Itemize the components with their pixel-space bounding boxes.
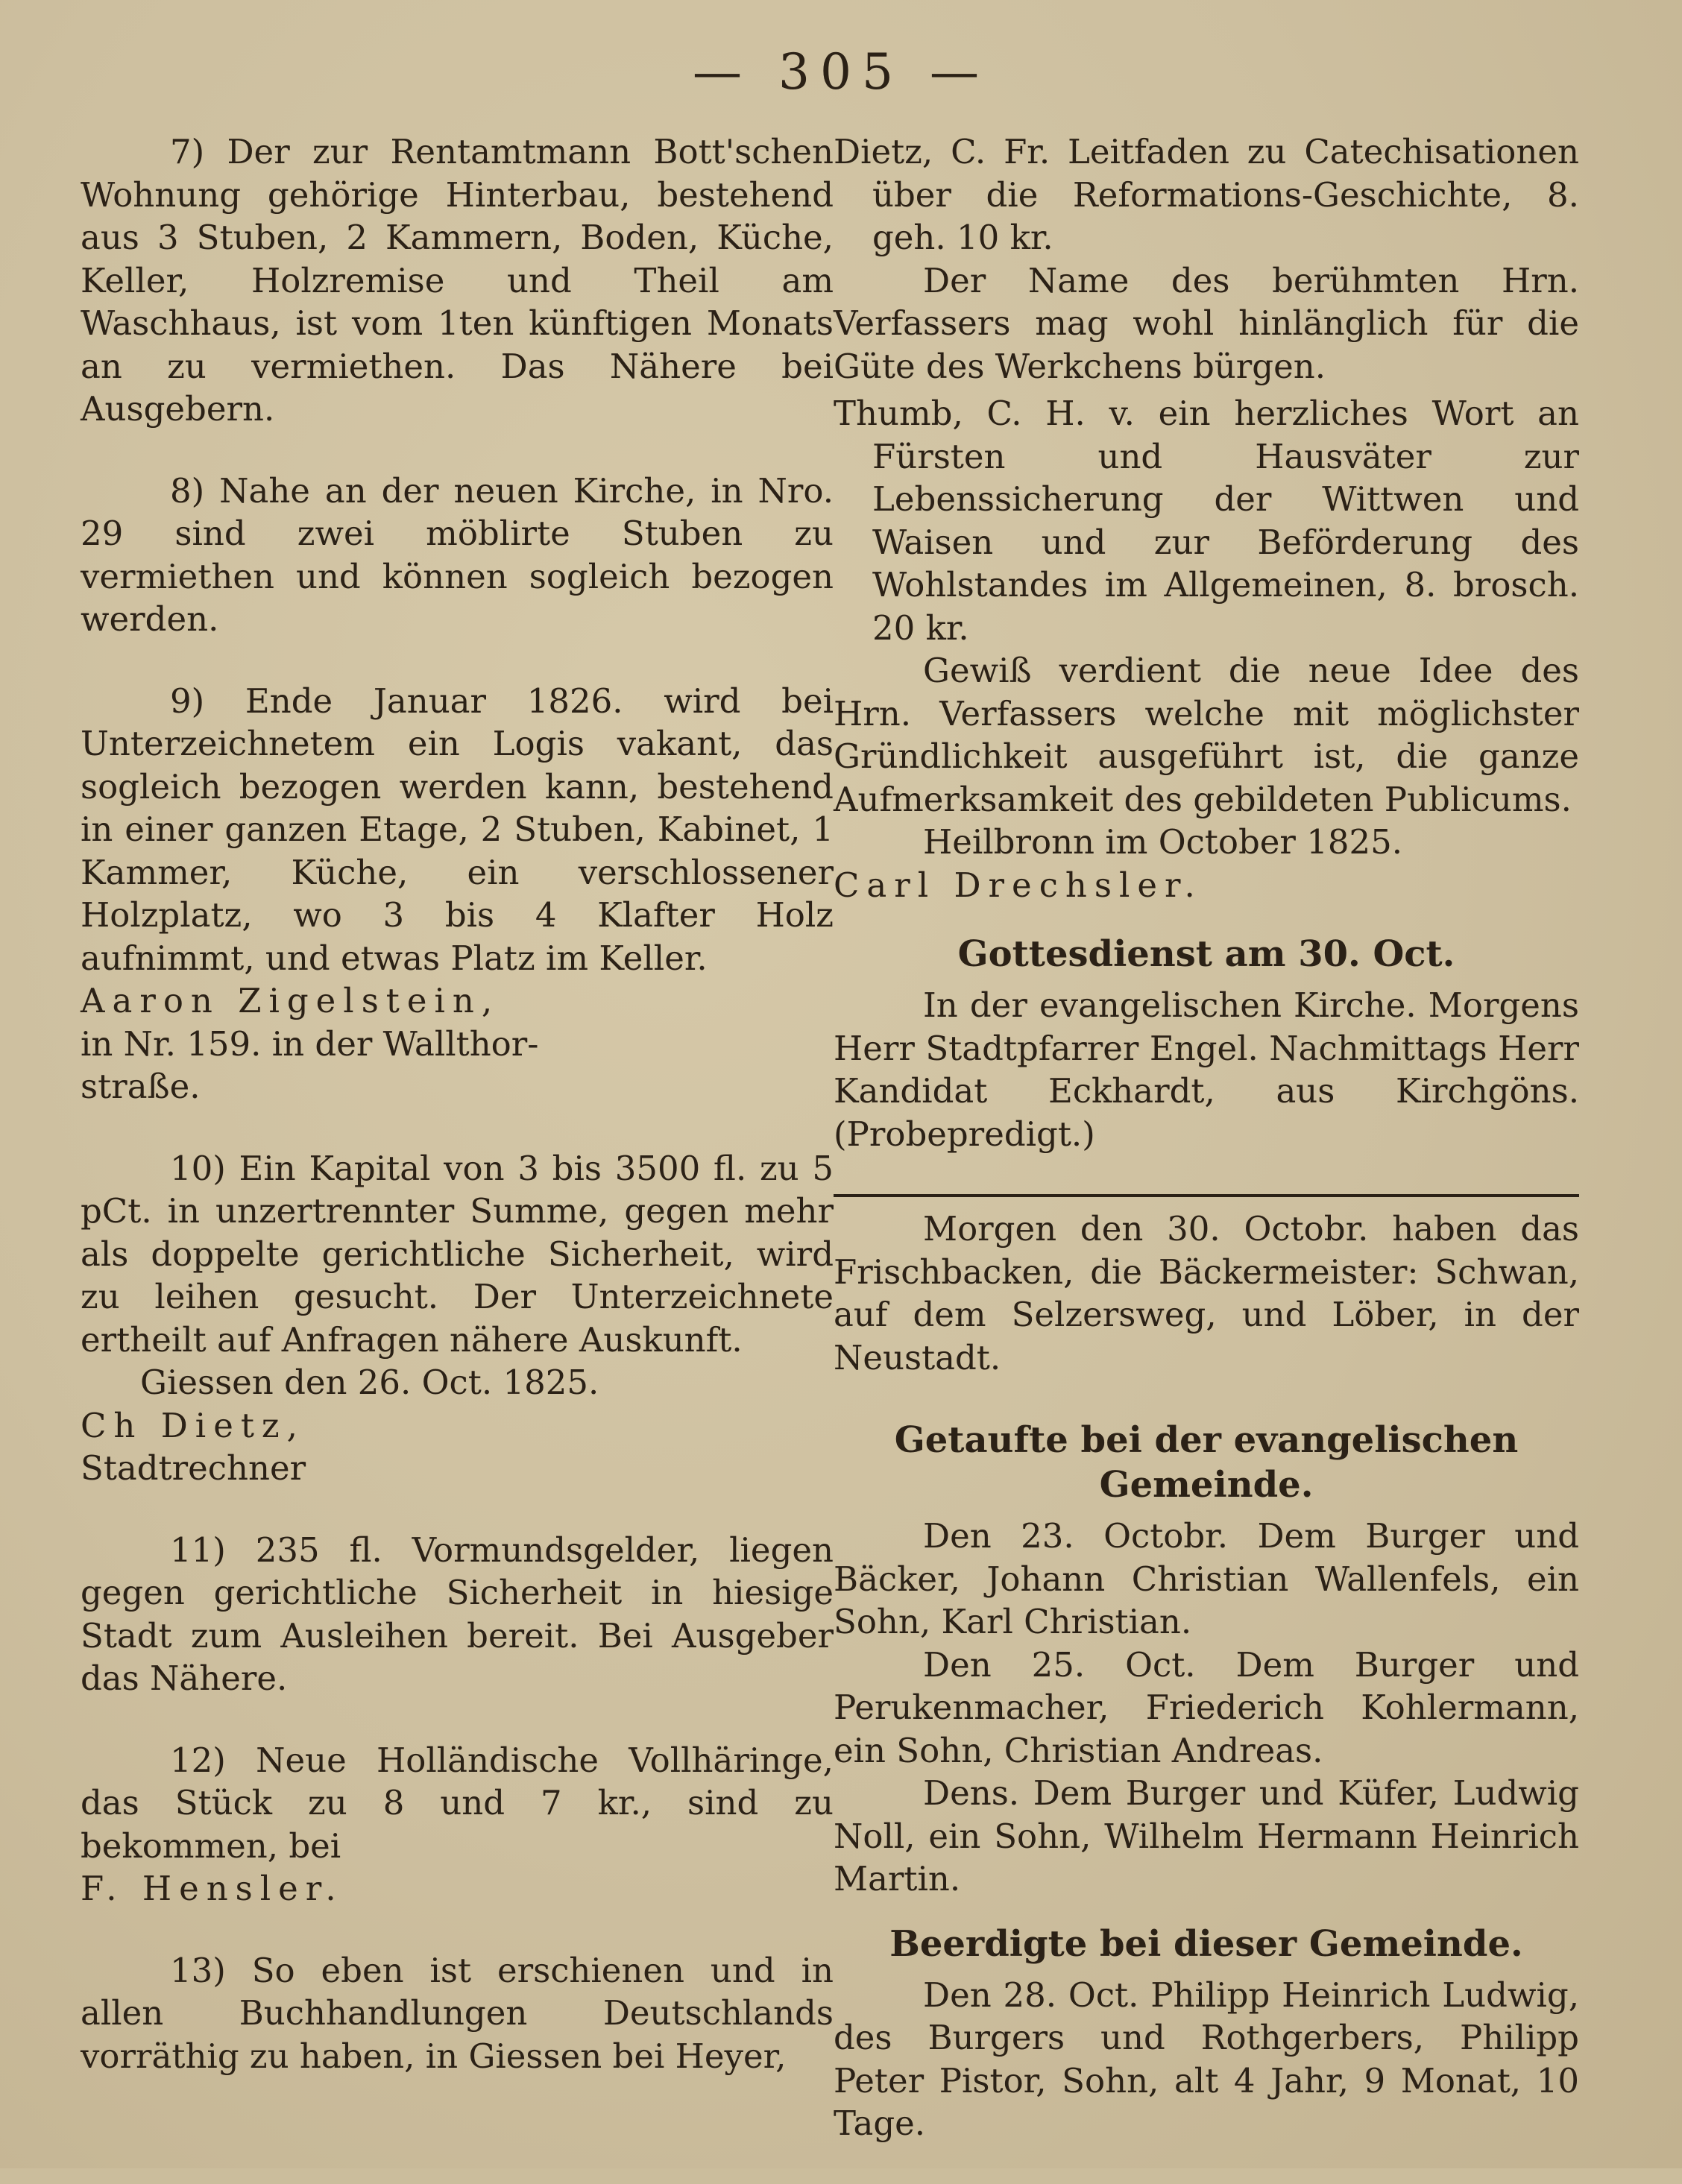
notice-9-signature-address: in Nr. 159. in der Wallthor- [81,1023,539,1064]
page-number: — 305 — [693,43,989,101]
notice-12-signature: F. Hensler. [81,1869,344,1908]
baptized-entry-3: Dens. Dem Burger und Küfer, Ludwig Noll, ein Sohn, Wilhelm Hermann Heinrich Martin. [834,1773,1579,1899]
notice-7-text: 7) Der zur Rentamtmann Bott'schen Wohnung gehörige Hinterbau, bestehend aus 3 Stuben, 2 Kammern, Boden, Küche, Keller, Holzremise und Theil am Waschhaus, ist vom 1ten künftigen Monats an zu vermiethen. Das Nähere bei Ausgebern. [81,132,834,429]
baptized-heading: Getaufte bei der evangelischen [894,1419,1519,1461]
notice-10-text: 10) Ein Kapital von 3 bis 3500 fl. zu 5 pCt. in unzertrennter Summe, gegen mehr als doppelte gerichtliche Sicherheit, wird zu leihen gesucht. Der Unterzeichnete ertheilt auf Anfragen nähere Auskunft. [81,1148,834,1360]
right-column [834,130,1579,2184]
baptized-entry-2: Den 25. Oct. Dem Burger und Perukenmacher, Friederich Kohlermann, ein Sohn, Christian Andreas. [834,1644,1579,1770]
section-divider [834,1194,1579,1197]
notice-9 [81,680,834,1108]
book-dietz-note: Der Name des berühmten Hrn. Verfassers mag wohl hinlänglich für die Güte des Werkchens bürgen. [834,260,1579,386]
buried-section [834,1922,1579,2145]
book-dietz-title: Dietz, C. Fr. Leitfaden zu Catechisationen über die Reformations-Geschichte, 8. geh. 10 kr. [834,132,1579,257]
notice-10-date: Giessen den 26. Oct. 1825. [140,1363,599,1402]
notice-10 [81,1147,834,1490]
notice-9-text: 9) Ende Januar 1826. wird bei Unterzeichnetem ein Logis vakant, das sogleich bezogen werden kann, bestehend in einer ganzen Etage, 2 Stuben, Kabinet, 1 Kammer, Küche, ein verschlossener Holzplatz, wo 3 bis 4 Klafter Holz aufnimmt, und etwas Platz im Keller. [81,681,834,978]
buried-entry-1: Den 28. Oct. Philipp Heinrich Ludwig, des Burgers und Rothgerbers, Philipp Peter Pistor, Sohn, alt 4 Jahr, 9 Monat, 10 Tage. [834,1975,1579,2143]
notice-13 [81,1949,834,2078]
baptized-heading-line-2: Gemeinde. [1099,1464,1314,1506]
baptized-entry-1: Den 23. Octobr. Dem Burger und Bäcker, Johann Christian Wallenfels, ein Sohn, Karl Christian. [834,1516,1579,1641]
baptized-section [834,1418,1579,1901]
notice-7 [81,130,834,431]
church-service-heading: Gottesdienst am 30. Oct. [957,933,1455,975]
book-thumb-note: Gewiß verdient die neue Idee des Hrn. Verfassers welche mit möglichster Gründlichkeit ausgeführt ist, die ganze Aufmerksamkeit des gebildeten Publicums. [834,651,1579,819]
church-service-section [834,932,1579,1155]
notice-8 [81,470,834,641]
notice-9-signature-name: Aaron Zigelstein, [81,981,500,1020]
buried-heading: Beerdigte bei dieser Gemeinde. [889,1922,1523,1965]
left-column [81,130,834,2116]
bakers-notice [834,1208,1579,1379]
notice-12-text: 12) Neue Holländische Vollhäringe, das Stück zu 8 und 7 kr., sind zu bekommen, bei [81,1740,834,1866]
notice-8-text: 8) Nahe an der neuen Kirche, in Nro. 29 sind zwei möblirte Stuben zu vermiethen und können sogleich bezogen werden. [81,470,834,639]
book-listing-date: Heilbronn im October 1825. [923,822,1403,862]
notice-11-text: 11) 235 fl. Vormundsgelder, liegen gegen gerichtliche Sicherheit in hiesige Stadt zum Ausleihen bereit. Bei Ausgeber das Nähere. [81,1530,834,1698]
book-listing-signature: Carl Drechsler. [834,865,1203,905]
notice-9-signature-street: straße. [81,1067,201,1106]
notice-13-text: 13) So eben ist erschienen und in allen Buchhandlungen Deutschlands vorräthig zu haben, in Giessen bei Heyer, [81,1950,834,2076]
bakers-notice-text: Morgen den 30. Octobr. haben das Frischbacken, die Bäckermeister: Schwan, auf dem Selzersweg, und Löber, in der Neustadt. [834,1209,1579,1377]
notice-12 [81,1739,834,1910]
notice-10-signature-role: Stadtrechner [81,1448,306,1488]
church-service-text: In der evangelischen Kirche. Morgens Herr Stadtpfarrer Engel. Nachmittags Herr Kandidat Eckhardt, aus Kirchgöns. (Probepredigt.) [834,985,1579,1154]
book-listing-thumb [834,392,1579,906]
notice-10-signature-name: Ch Dietz, [81,1405,305,1445]
notice-11 [81,1529,834,1700]
book-listing-dietz [834,130,1579,388]
book-thumb-title: Thumb, C. H. v. ein herzliches Wort an Fürsten und Hausväter zur Lebenssicherung der Wittwen und Waisen und zur Beförderung des Wohlstandes im Allgemeinen, 8. brosch. 20 kr. [834,394,1579,648]
